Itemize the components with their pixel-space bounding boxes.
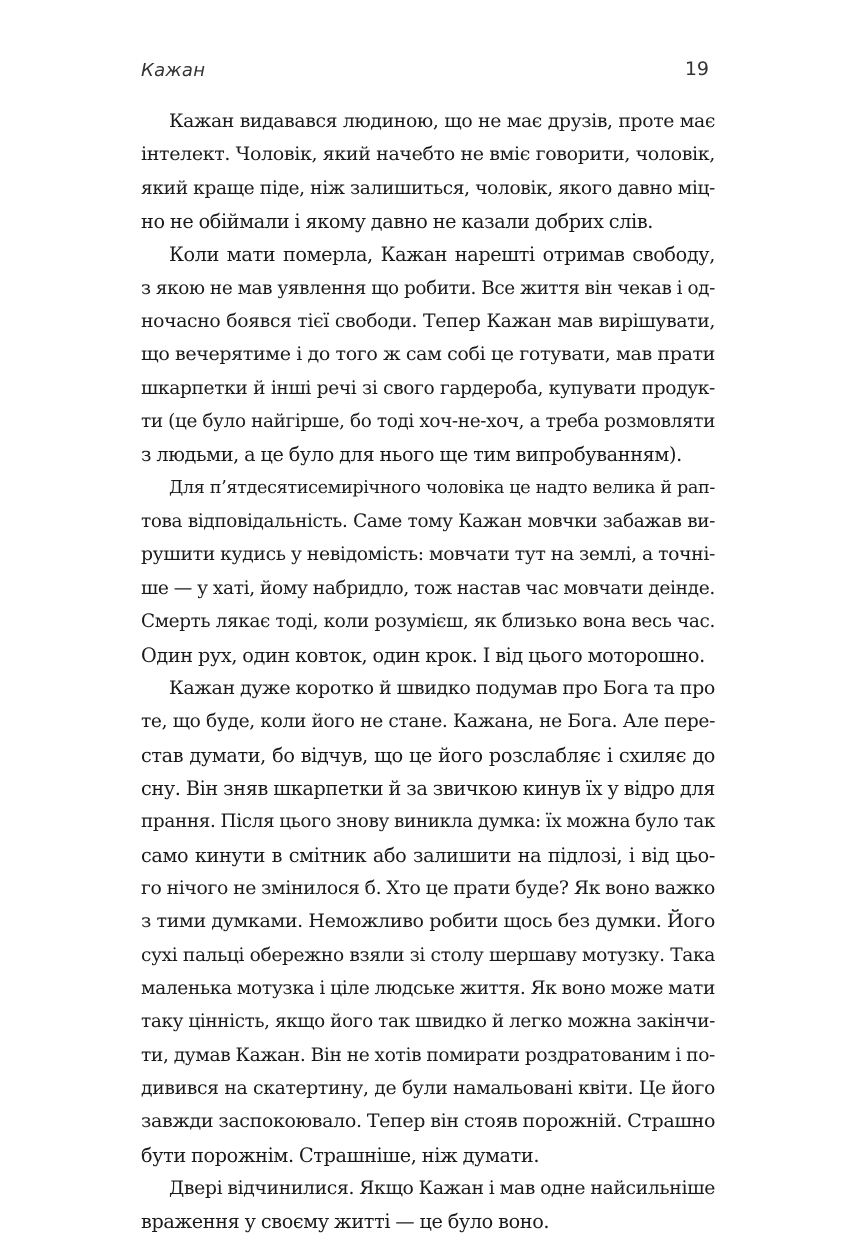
text-line: рушити кудись у невідомість: мовчати тут на землі, а точні- <box>141 544 715 566</box>
text-line: маленька мотузка і ціле людське життя. Як воно може мати <box>141 977 715 999</box>
text-line: з людьми, а це було для нього ще тим випробуванням). <box>141 443 682 467</box>
text-line: Для п’ятдесятисемирічного чоловіка це надто велика й рап- <box>169 477 715 498</box>
text-line: бути порожнім. Страшніше, ніж думати. <box>141 1143 540 1167</box>
text-line: що вечерятиме і до того ж сам собі це готувати, мав прати <box>141 343 715 366</box>
text-line: сну. Він зняв шкарпетки й за звичкою кинув їх у відро для <box>141 776 715 800</box>
text-line: ше — у хаті, йому набридло, тож настав час мовчати деінде. <box>141 577 715 599</box>
text-line: таку цінність, якщо його так швидко й легко можна закінчи- <box>141 1011 715 1033</box>
text-line: дивився на скатертину, де були намальовані квіти. Це його <box>141 1077 715 1099</box>
text-line: Двері відчинилися. Якщо Кажан і мав одне найсильніше <box>169 1178 715 1199</box>
text-line: став думати, бо відчув, що це його розслабляє і схиляє до <box>141 743 715 767</box>
text-line: прання. Після цього знову виникла думка: їх можна було так <box>141 811 715 833</box>
text-line: шкарпетки й інші речі зі свого гардероба, купувати продук- <box>141 377 715 399</box>
body-text <box>141 105 715 1239</box>
text-line: Смерть лякає тоді, коли розумієш, як близько вона весь час. <box>141 611 715 633</box>
paragraph-1 <box>141 105 715 238</box>
text-line: това відповідальність. Саме тому Кажан мовчки забажав ви- <box>141 511 715 533</box>
text-line: Коли мати померла, Кажан нарешті отримав свободу, <box>169 243 715 267</box>
text-line: з тими думками. Неможливо робити щось без думки. Його <box>141 910 715 933</box>
running-title: Кажан <box>141 60 206 81</box>
text-line: враження у своєму житті — це було воно. <box>141 1210 550 1234</box>
paragraph-5 <box>141 1172 715 1239</box>
paragraph-2 <box>141 238 715 471</box>
text-line: Один рух, один ковток, один крок. І від цього моторошно. <box>141 643 705 667</box>
paragraph-3 <box>141 472 715 672</box>
text-line: но не обіймали і якому давно не казали добрих слів. <box>141 210 654 234</box>
text-line: з якою не мав уявлення що робити. Все життя він чекав і од- <box>141 277 715 299</box>
text-line: го нічого не змінилося б. Хто це прати буде? Як воно важко <box>141 877 715 899</box>
paragraph-4 <box>141 672 715 1172</box>
text-line: інтелект. Чоловік, який начебто не вміє говорити, чоловік, <box>141 143 715 166</box>
text-line: який краще піде, ніж залишиться, чоловік, якого давно міц- <box>141 177 715 199</box>
text-line: ти, думав Кажан. Він не хотів помирати роздратованим і по- <box>141 1044 715 1066</box>
text-line: ти (це було найгірше, бо тоді хоч-не-хоч, а треба розмовляти <box>141 411 715 433</box>
page-number: 19 <box>684 58 709 80</box>
text-line: само кинути в смітник або залишити на підлозі, і від цьо- <box>141 843 715 867</box>
text-line: сухі пальці обережно взяли зі столу шершаву мотузку. Така <box>141 944 715 966</box>
text-line: завжди заспокоювало. Тепер він стояв порожній. Страшно <box>141 1110 716 1133</box>
text-line: Кажан дуже коротко й швидко подумав про Бога та про <box>169 676 715 699</box>
text-line: Кажан видавався людиною, що не має друзів, проте має <box>169 111 715 132</box>
text-line: те, що буде, коли його не стане. Кажана, не Бога. Але пере- <box>141 711 715 733</box>
text-line: ночасно боявся тієї свободи. Тепер Кажан мав вирішувати, <box>141 311 715 333</box>
